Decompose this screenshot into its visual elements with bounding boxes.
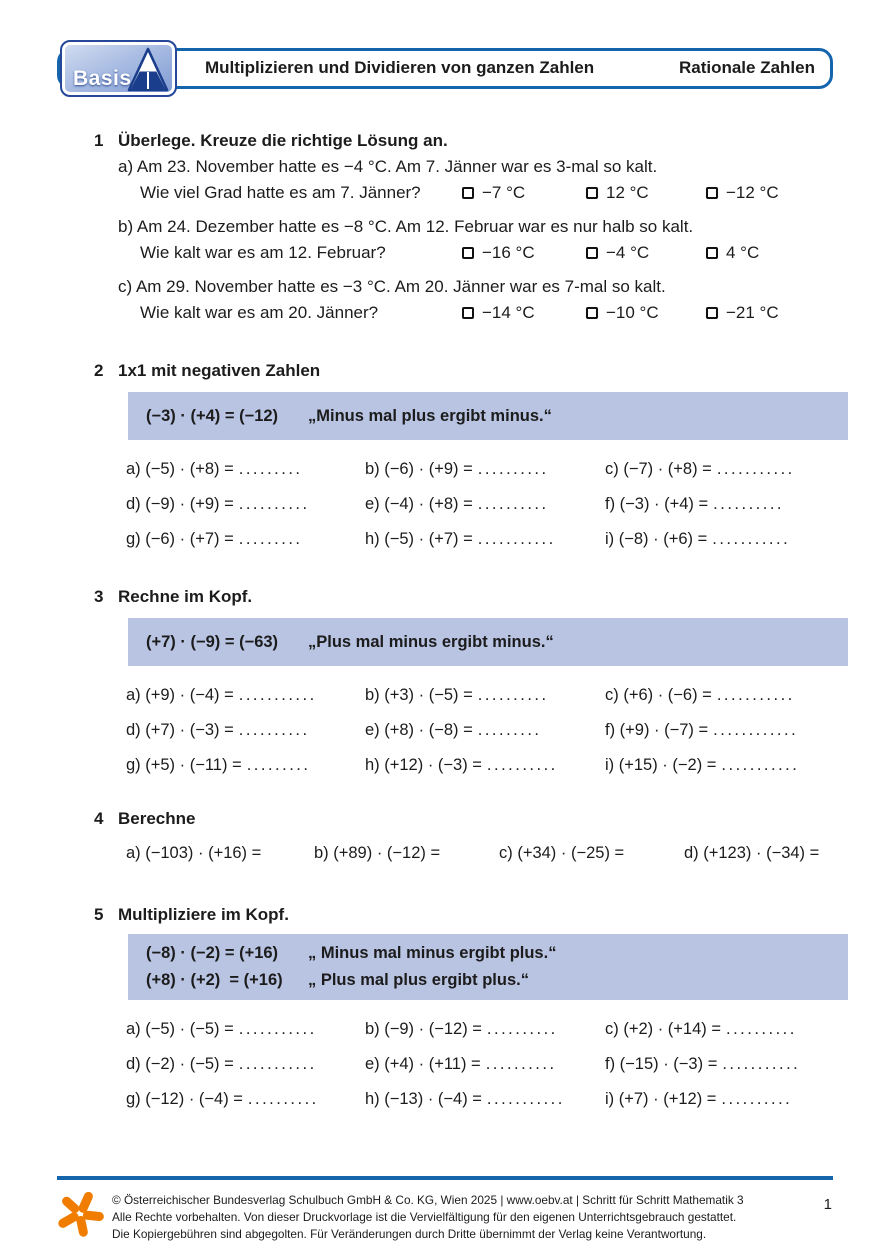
exercise-item: b) (+89) · (−12) = — [314, 844, 441, 862]
checkbox-icon[interactable] — [586, 307, 598, 319]
option-label: −7 °C — [482, 183, 526, 202]
answer-blank: ........... — [486, 1090, 565, 1108]
exercise-item: h) (−13) · (−4) = ........... — [365, 1090, 565, 1108]
option-label: −10 °C — [606, 303, 659, 322]
answer-blank: ......... — [238, 460, 303, 478]
answer-blank: ......... — [477, 721, 542, 739]
exercise-item: e) (−4) · (+8) = .......... — [365, 495, 549, 513]
exercise-2-heading — [94, 358, 848, 384]
exercise-item: d) (−2) · (−5) = ........... — [126, 1055, 317, 1073]
exercise-item: i) (−8) · (+6) = ........... — [605, 530, 791, 548]
statement: c) Am 29. November hatte es −3 °C. Am 20. Jänner war es 7-mal so kalt. — [118, 277, 666, 296]
rule-row — [146, 629, 838, 655]
answer-blank: .......... — [713, 495, 784, 513]
worksheet-content — [94, 128, 848, 1112]
exercise-4 — [94, 806, 848, 866]
rule-row — [146, 403, 838, 429]
rule-quote: „ Minus mal minus ergibt plus.“ — [308, 944, 557, 962]
answer-blank: ........... — [477, 530, 556, 548]
answer-option — [586, 300, 706, 326]
rule-box — [128, 934, 848, 1000]
exercise-4-items — [126, 840, 848, 866]
rule-formula: (+8) · (+2) = (+16) — [146, 971, 283, 989]
oebv-logo-icon — [55, 1188, 105, 1240]
exercise-5 — [94, 902, 848, 1112]
page-number: 1 — [823, 1196, 832, 1213]
answer-blank: ........... — [238, 686, 317, 704]
answer-blank: .......... — [247, 1090, 319, 1108]
question-row — [118, 180, 848, 206]
answer-blank: .......... — [486, 1020, 558, 1038]
exercise-item: c) (+6) · (−6) = ........... — [605, 686, 795, 704]
answer-blank: ........... — [721, 756, 800, 774]
answer-option — [586, 180, 706, 206]
exercise-item: d) (+123) · (−34) = — [684, 844, 820, 862]
exercise-number: 5 — [94, 905, 104, 924]
answer-blank: .......... — [238, 721, 310, 739]
rule-box — [128, 618, 848, 666]
answer-blank: ......... — [238, 530, 303, 548]
exercise-number: 3 — [94, 587, 104, 606]
footer-divider — [57, 1176, 833, 1180]
question-row — [118, 240, 848, 266]
option-label: −4 °C — [606, 243, 650, 262]
answer-option — [706, 180, 848, 206]
exercise-item: c) (+2) · (+14) = .......... — [605, 1020, 797, 1038]
copyright-line-2: Alle Rechte vorbehalten. Von dieser Druckvorlage ist die Vervielfältigung für den eigenen Unterrichtsgebrauch gestattet. — [112, 1210, 737, 1224]
checkbox-icon[interactable] — [462, 307, 474, 319]
rule-formula: (−3) · (+4) = (−12) — [146, 407, 279, 425]
exercise-2 — [94, 358, 848, 552]
exercise-2-items — [126, 456, 848, 552]
answer-blank: .......... — [477, 686, 549, 704]
question: Wie kalt war es am 20. Jänner? — [140, 303, 379, 322]
checkbox-icon[interactable] — [586, 247, 598, 259]
rule-quote: „Minus mal plus ergibt minus.“ — [308, 407, 552, 425]
answer-blank: ............ — [713, 721, 799, 739]
option-label: −21 °C — [726, 303, 779, 322]
exercise-title: 1x1 mit negativen Zahlen — [118, 361, 321, 380]
answer-blank: ........... — [716, 686, 795, 704]
exercise-number: 2 — [94, 361, 104, 380]
checkbox-icon[interactable] — [706, 187, 718, 199]
checkbox-icon[interactable] — [586, 187, 598, 199]
answer-option — [462, 300, 586, 326]
exercise-1 — [94, 128, 848, 326]
exercise-item: f) (−3) · (+4) = .......... — [605, 495, 784, 513]
option-label: −12 °C — [726, 183, 779, 202]
question-row — [118, 300, 848, 326]
exercise-item: a) (−5) · (−5) = ........... — [126, 1020, 317, 1038]
pyramid-icon — [127, 46, 169, 93]
statement: a) Am 23. November hatte es −4 °C. Am 7. Jänner war es 3-mal so kalt. — [118, 157, 658, 176]
exercise-item: f) (−15) · (−3) = ........... — [605, 1055, 801, 1073]
question: Wie kalt war es am 12. Februar? — [140, 243, 386, 262]
answer-blank: .......... — [477, 460, 549, 478]
exercise-4-heading — [94, 806, 848, 832]
answer-option — [462, 180, 586, 206]
answer-option — [462, 240, 586, 266]
copyright-line-3: Die Kopiergebühren sind abgegolten. Für Veränderungen durch Dritte übernimmt der Verlag keine Verantwortung. — [112, 1227, 707, 1241]
checkbox-icon[interactable] — [462, 247, 474, 259]
exercise-title: Rechne im Kopf. — [118, 587, 253, 606]
exercise-5-heading — [94, 902, 848, 928]
badge-label: Basis — [73, 67, 132, 90]
question: Wie viel Grad hatte es am 7. Jänner? — [140, 183, 421, 202]
answer-blank: .......... — [238, 495, 310, 513]
exercise-3-items — [126, 682, 848, 778]
option-label: −16 °C — [482, 243, 535, 262]
statement: b) Am 24. Dezember hatte es −8 °C. Am 12. Februar war es nur halb so kalt. — [118, 217, 694, 236]
exercise-1-part-a — [94, 154, 848, 206]
answer-blank: ......... — [246, 756, 311, 774]
rule-box — [128, 392, 848, 440]
checkbox-icon[interactable] — [706, 307, 718, 319]
exercise-item: g) (+5) · (−11) = ......... — [126, 756, 311, 774]
exercise-number: 4 — [94, 809, 104, 828]
rule-row — [146, 940, 838, 967]
rule-quote: „ Plus mal plus ergibt plus.“ — [308, 971, 529, 989]
exercise-3 — [94, 584, 848, 778]
exercise-item: a) (+9) · (−4) = ........... — [126, 686, 317, 704]
copyright-text — [112, 1192, 744, 1243]
option-label: 4 °C — [726, 243, 760, 262]
answer-blank: .......... — [485, 1055, 557, 1073]
exercise-1-part-c — [94, 274, 848, 326]
exercise-item: i) (+15) · (−2) = ........... — [605, 756, 800, 774]
exercise-item: c) (−7) · (+8) = ........... — [605, 460, 795, 478]
exercise-item: e) (+8) · (−8) = ......... — [365, 721, 542, 739]
checkbox-icon[interactable] — [462, 187, 474, 199]
option-label: 12 °C — [606, 183, 649, 202]
checkbox-icon[interactable] — [706, 247, 718, 259]
exercise-item: h) (+12) · (−3) = .......... — [365, 756, 558, 774]
chapter-title: Rationale Zahlen — [678, 58, 815, 77]
level-badge — [60, 40, 177, 97]
answer-blank: ........... — [238, 1055, 317, 1073]
exercise-1-heading — [94, 128, 848, 154]
page-title: Multiplizieren und Dividieren von ganzen Zahlen — [205, 58, 595, 77]
rule-row — [146, 967, 838, 994]
answer-blank: .......... — [486, 756, 558, 774]
answer-option — [586, 240, 706, 266]
exercise-3-heading — [94, 584, 848, 610]
exercise-item: g) (−12) · (−4) = .......... — [126, 1090, 319, 1108]
answer-blank: .......... — [726, 1020, 797, 1038]
exercise-item: a) (−103) · (+16) = — [126, 844, 262, 862]
exercise-item: b) (−6) · (+9) = .......... — [365, 460, 549, 478]
exercise-item: d) (+7) · (−3) = .......... — [126, 721, 310, 739]
option-label: −14 °C — [482, 303, 535, 322]
exercise-5-items — [126, 1016, 848, 1112]
exercise-title: Multipliziere im Kopf. — [118, 905, 289, 924]
answer-option — [706, 300, 848, 326]
exercise-item: e) (+4) · (+11) = .......... — [365, 1055, 557, 1073]
answer-blank: ........... — [712, 530, 791, 548]
exercise-item: b) (+3) · (−5) = .......... — [365, 686, 549, 704]
answer-blank: ........... — [722, 1055, 801, 1073]
answer-blank: .......... — [721, 1090, 793, 1108]
rule-formula: (−8) · (−2) = (+16) — [146, 944, 279, 962]
exercise-title: Berechne — [118, 809, 196, 828]
exercise-item: f) (+9) · (−7) = ............ — [605, 721, 799, 739]
exercise-item: b) (−9) · (−12) = .......... — [365, 1020, 558, 1038]
exercise-item: g) (−6) · (+7) = ......... — [126, 530, 303, 548]
exercise-item: a) (−5) · (+8) = ......... — [126, 460, 303, 478]
answer-option — [706, 240, 848, 266]
exercise-item: d) (−9) · (+9) = .......... — [126, 495, 310, 513]
exercise-number: 1 — [94, 131, 104, 150]
exercise-1-part-b — [94, 214, 848, 266]
answer-blank: .......... — [477, 495, 549, 513]
answer-blank: ........... — [238, 1020, 317, 1038]
rule-formula: (+7) · (−9) = (−63) — [146, 633, 279, 651]
copyright-line-1: © Österreichischer Bundesverlag Schulbuch GmbH & Co. KG, Wien 2025 | www.oebv.at | Schritt für Schritt Mathematik 3 — [112, 1193, 744, 1207]
exercise-item: i) (+7) · (+12) = .......... — [605, 1090, 793, 1108]
exercise-item: c) (+34) · (−25) = — [499, 844, 625, 862]
answer-blank: ........... — [716, 460, 795, 478]
exercise-item: h) (−5) · (+7) = ........... — [365, 530, 556, 548]
rule-quote: „Plus mal minus ergibt minus.“ — [308, 633, 554, 651]
exercise-title: Überlege. Kreuze die richtige Lösung an. — [118, 131, 448, 150]
